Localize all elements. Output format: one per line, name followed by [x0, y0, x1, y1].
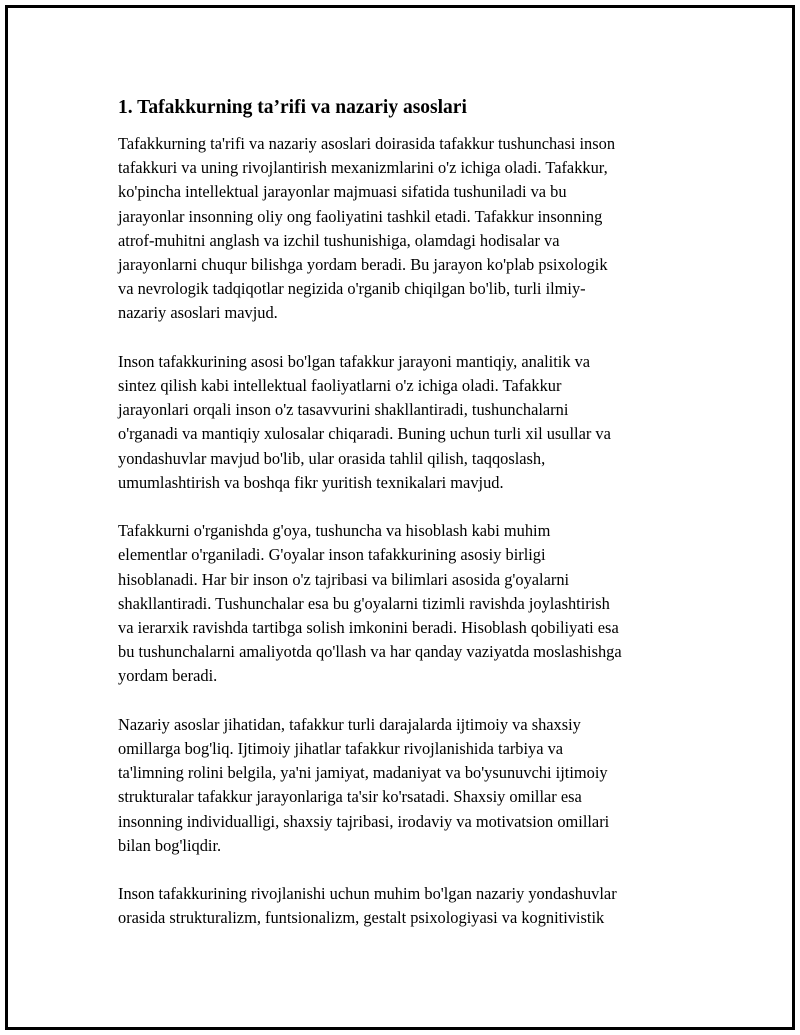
text-line: ko'pincha intellektual jarayonlar majmuasi sifatida tushuniladi va bu — [118, 182, 567, 202]
text-line: hisoblanadi. Har bir inson o'z tajribasi va bilimlari asosida g'oyalarni — [118, 569, 570, 589]
paragraph-2 — [118, 350, 688, 495]
text-line: jarayonlar insonning oliy ong faoliyatini tashkil etadi. Tafakkur insonning — [118, 206, 603, 226]
text-line: nazariy asoslari mavjud. — [118, 303, 278, 323]
text-line: Tafakkurning ta'rifi va nazariy asoslari doirasida tafakkur tushunchasi inson — [118, 134, 616, 153]
text-line: va nevrologik tadqiqotlar negizida o'rganib chiqilgan bo'lib, turli ilmiy- — [118, 279, 586, 299]
paragraph-3 — [118, 519, 688, 688]
paragraph-4 — [118, 713, 688, 858]
text-line: Inson tafakkurining asosi bo'lgan tafakkur jarayoni mantiqiy, analitik va — [118, 351, 591, 371]
text-line: atrof-muhitni anglash va izchil tushunishiga, olamdagi hodisalar va — [118, 230, 560, 250]
paragraph-1 — [118, 132, 688, 326]
text-line: yordam beradi. — [118, 666, 218, 686]
text-line: elementlar o'rganiladi. G'oyalar inson tafakkurining asosiy birligi — [118, 545, 546, 565]
section-heading: 1. Tafakkurning ta’rifi va nazariy asoslari — [118, 97, 467, 118]
text-line: ta'limning rolini belgila, ya'ni jamiyat, madaniyat va bo'ysunuvchi ijtimoiy — [118, 763, 608, 783]
text-line: yondashuvlar mavjud bo'lib, ular orasida tahlil qilish, taqqoslash, — [118, 448, 546, 468]
text-line: tafakkuri va uning rivojlantirish mexanizmlarini o'z ichiga oladi. Tafakkur, — [118, 158, 608, 178]
text-line: insonning individualligi, shaxsiy tajribasi, irodaviy va motivatsion omillari — [118, 811, 610, 831]
text-line: omillarga bog'liq. Ijtimoiy jihatlar tafakkur rivojlanishida tarbiya va — [118, 739, 564, 759]
text-line: Inson tafakkurining rivojlanishi uchun muhim bo'lgan nazariy yondashuvlar — [118, 884, 617, 904]
text-line: jarayonlarni chuqur bilishga yordam beradi. Bu jarayon ko'plab psixologik — [118, 255, 608, 275]
document-body — [118, 96, 688, 955]
text-line: sintez qilish kabi intellektual faoliyatlarni o'z ichiga oladi. Tafakkur — [118, 376, 562, 396]
text-line: orasida strukturalizm, funtsionalizm, gestalt psixologiyasi va kognitivistik — [118, 908, 605, 928]
text-line: bilan bog'liqdir. — [118, 835, 222, 855]
text-line: Tafakkurni o'rganishda g'oya, tushuncha va hisoblash kabi muhim — [118, 521, 551, 541]
text-line: o'rganadi va mantiqiy xulosalar chiqaradi. Buning uchun turli xil usullar va — [118, 424, 611, 444]
text-line: strukturalar tafakkur jarayonlariga ta'sir ko'rsatadi. Shaxsiy omillar esa — [118, 787, 582, 807]
text-line: Nazariy asoslar jihatidan, tafakkur turli darajalarda ijtimoiy va shaxsiy — [118, 714, 581, 734]
text-line: va ierarxik ravishda tartibga solish imkonini beradi. Hisoblash qobiliyati esa — [118, 618, 619, 638]
document-page — [5, 5, 795, 1030]
text-line: umumlashtirish va boshqa fikr yuritish texnikalari mavjud. — [118, 472, 504, 492]
text-line: shakllantiradi. Tushunchalar esa bu g'oyalarni tizimli ravishda joylashtirish — [118, 593, 610, 613]
paragraph-5 — [118, 882, 688, 930]
text-line: jarayonlari orqali inson o'z tasavvurini shakllantiradi, tushunchalarni — [118, 400, 569, 420]
text-line: bu tushunchalarni amaliyotda qo'llash va har qanday vaziyatda moslashishga — [118, 642, 622, 662]
